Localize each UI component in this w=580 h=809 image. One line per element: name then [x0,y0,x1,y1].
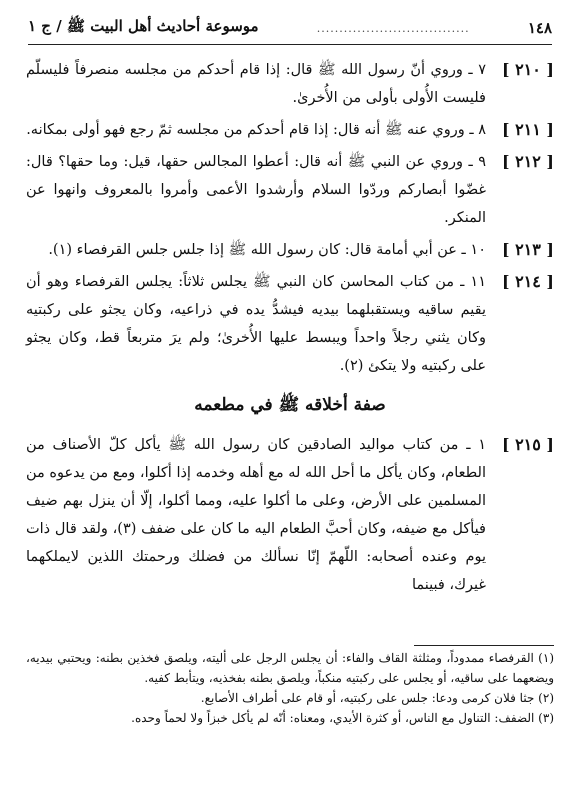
hadith-number: [ ٢١٥ ] [501,435,554,454]
hadith-entry [26,148,554,232]
section-heading: صفة أخلاقه ﷺ في مطعمه [194,395,386,415]
hadith-text: ٧ ـ وروي أنّ رسول الله ﷺ قال: إذا قام أحدكم من مجلسه منصرفاً فليسلّم فليست الأُولى بأولى من الأُخرىٰ. [26,62,486,106]
footnote: (٣) الضفف: التناول مع الناس، أو كثرة الأيدي، ومعناه: أنّه لم يأكل خبزاً ولا لحماً وحده. [131,711,554,725]
hadith-entry [26,268,554,380]
hadith-number: [ ٢١٣ ] [501,240,554,259]
page-number: ١٤٨ [527,19,552,37]
hadith-text: ٨ ـ وروي عنه ﷺ أنه قال: إذا قام أحدكم من مجلسه ثمّ رجع فهو أولى بمكانه. [26,122,486,138]
main-text [26,56,554,603]
page-header [28,12,552,45]
hadith-entry [26,116,554,144]
hadith-number: [ ٢١٠ ] [501,60,554,79]
hadith-text: ١١ ـ من كتاب المحاسن كان النبي ﷺ يجلس ثلاثاً: يجلس القرفصاء وهو أن يقيم ساقيه ويستقبلهما بيديه فيشدُّ يده في ذراعيه، وكان يجثو على ركبتيه وكان يثني رجلاً واحداً ويبسط عليها الأُخرىٰ؛ ولم يرَ متربعاً قط، وكان يجثو على ركبتيه ولا يتكئ (٢). [26,274,486,374]
hadith-number: [ ٢١٤ ] [501,272,554,291]
hadith-entry [26,236,554,264]
running-title: موسوعة أحاديث أهل البيت ﷺ / ج ١ [28,17,259,35]
footnotes [26,648,554,728]
hadith-number: [ ٢١١ ] [501,120,554,139]
footnote-divider [414,645,554,646]
hadith-text: ٩ ـ وروي عن النبي ﷺ أنه قال: أعطوا المجالس حقها، قيل: وما حقها؟ قال: غضّوا أبصاركم وردّوا السلام وأرشدوا الأعمى وأمروا بالمعروف وانهوا عن المنكر. [26,154,486,226]
header-dots: .................................. [316,21,470,35]
hadith-entry [26,431,554,599]
hadith-text: ١٠ ـ عن أبي أمامة قال: كان رسول الله ﷺ إذا جلس جلس القرفصاء (١). [48,242,486,258]
footnote: (٢) جثا فلان كرمى ودعا: جلس على ركبتيه، أو قام على أطراف الأصابع. [200,691,554,705]
footnote: (١) القرفصاء ممدوداً، ومثلثة القاف والفاء: أن يجلس الرجل على أليته، ويلصق فخذين بطنه: ويحتبي بيديه، ويضعهما على ساقيه، أو يجلس على ركبتيه منكباً، ويلصق بطنه بفخذيه، ويتأبط كفيه. [26,651,554,685]
hadith-text: ١ ـ من كتاب مواليد الصادقين كان رسول الله ﷺ يأكل كلّ الأصناف من الطعام، وكان يأكل ما أحل الله له مع أهله وخدمه إذا أكلوا، ومع من يدعوه من المسلمين على الأرض، وعلى ما أكلوا عليه، ومما أكلوا، إلّا أن ينزل بهم ضيف فيأكل مع ضيفه، وكان أحبَّ الطعام اليه ما كان على ضفف (٣)، ولقد قال ذات يوم وعنده أصحابه: اللّهمّ إنّا نسألك من فضلك ورحمتك اللذين لايملكهما غيرك، فبينما [25,437,486,593]
hadith-number: [ ٢١٢ ] [501,152,554,171]
hadith-entry [26,56,554,112]
